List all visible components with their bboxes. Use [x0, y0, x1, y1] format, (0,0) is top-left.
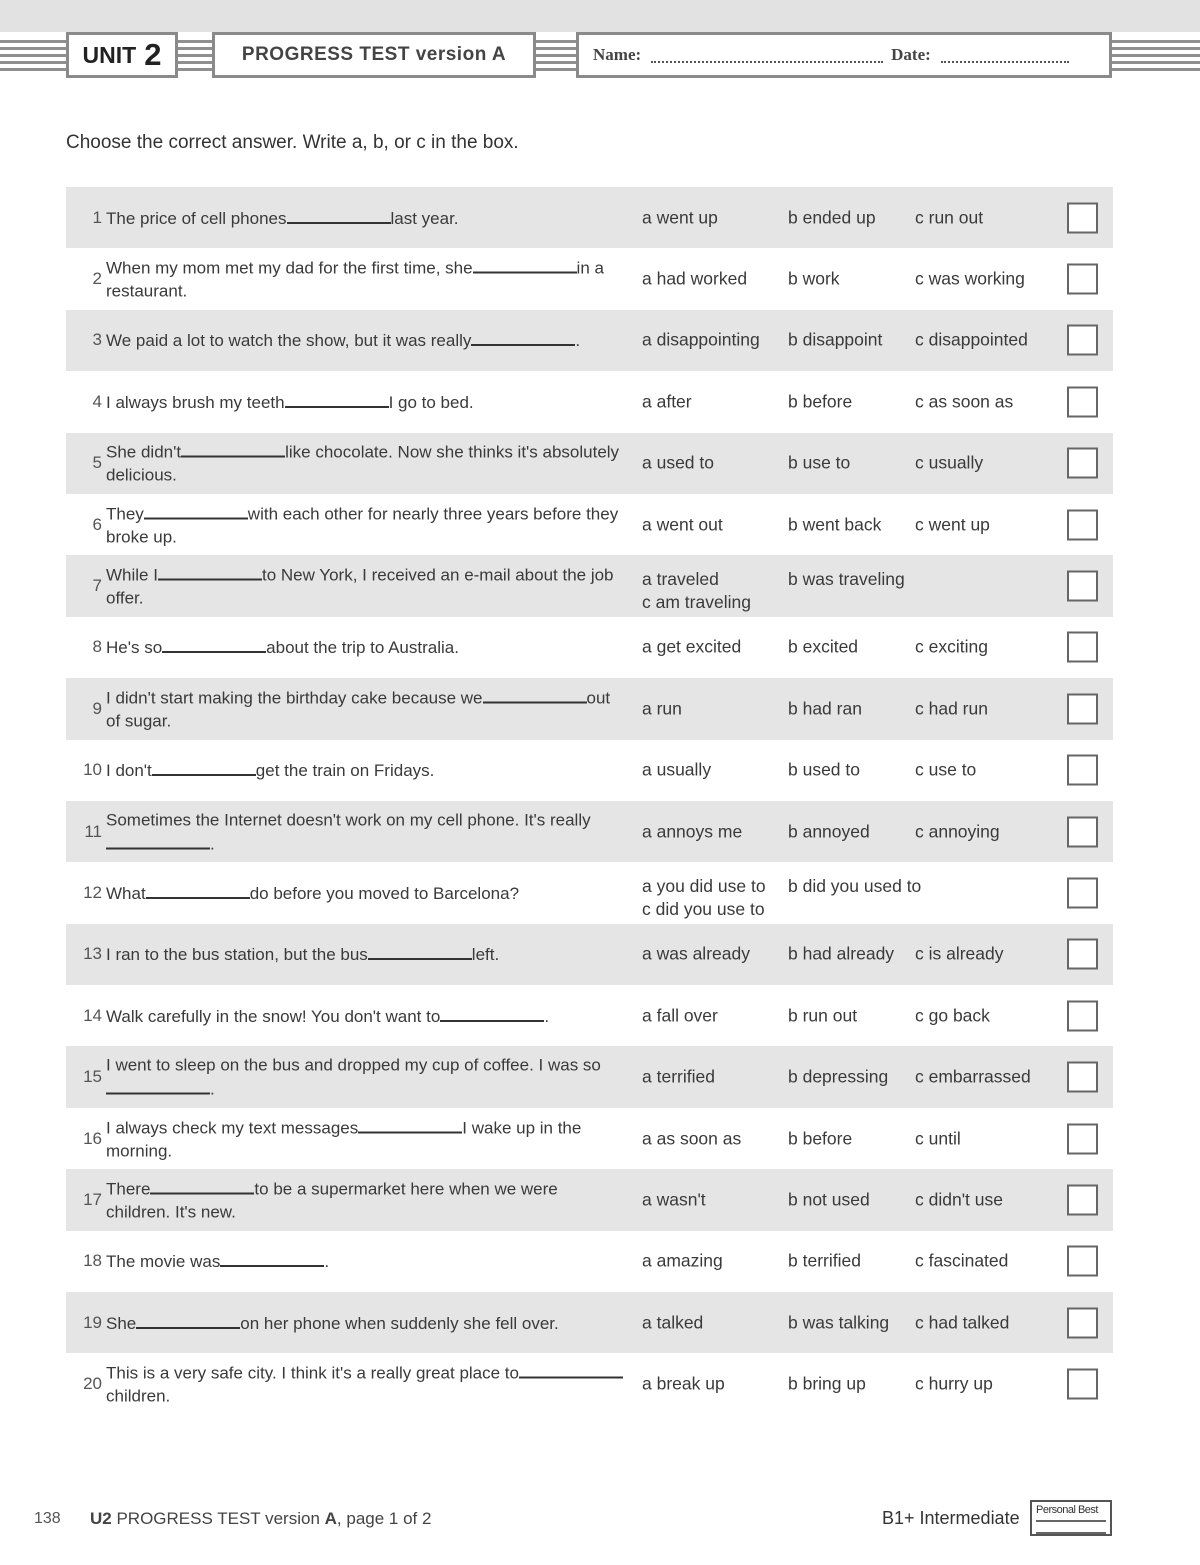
question-text-before: When my mom met my dad for the first time, she — [106, 258, 473, 278]
question-row — [66, 617, 1113, 678]
question-text-after: like chocolate. Now she thinks it's absolutely delicious. — [106, 442, 620, 485]
option-b: b terrified — [788, 1250, 861, 1271]
option-a: a wasn't — [642, 1189, 706, 1210]
option-a: a run — [642, 698, 682, 719]
question-text-after: about the trip to Australia. — [266, 638, 459, 658]
answer-box[interactable] — [1067, 1123, 1098, 1154]
question-text-after: I go to bed. — [388, 392, 474, 412]
option-a: a talked — [642, 1312, 704, 1333]
question-text-after: left. — [471, 945, 500, 965]
answer-blank — [220, 1249, 324, 1267]
option-b: b annoyed — [788, 821, 870, 842]
question-text-after: . — [544, 1006, 550, 1026]
option-b: b bring up — [788, 1373, 866, 1394]
option-a: a went out — [642, 514, 723, 535]
answer-box[interactable] — [1067, 1062, 1098, 1093]
question-text — [106, 1115, 626, 1162]
option-a: a get excited — [642, 636, 742, 657]
option-a: a went up — [642, 207, 718, 228]
question-text-before: Sometimes the Internet doesn't work on my cell phone. It's really — [106, 810, 591, 830]
name-label: Name: — [593, 45, 642, 64]
question-number: 13 — [83, 944, 102, 964]
question-row — [66, 924, 1113, 985]
question-row — [66, 1353, 1113, 1414]
question-text-before: The price of cell phones — [106, 208, 287, 228]
question-text-after: out of sugar. — [106, 688, 611, 731]
question-number: 6 — [92, 514, 102, 534]
option-c: c hurry up — [915, 1373, 993, 1394]
question-number: 18 — [83, 1251, 102, 1271]
question-number: 3 — [92, 330, 102, 350]
question-text — [106, 1054, 626, 1101]
answer-box[interactable] — [1067, 325, 1098, 356]
option-c: c didn't use — [915, 1189, 1003, 1210]
question-row — [66, 801, 1113, 862]
answer-blank — [519, 1361, 623, 1379]
option-c: c had talked — [915, 1312, 1010, 1333]
answer-box[interactable] — [1067, 939, 1098, 970]
question-row — [66, 1169, 1113, 1230]
question-text-after: . — [324, 1252, 330, 1272]
option-a: a annoys me — [642, 821, 743, 842]
question-row — [66, 494, 1113, 555]
question-text-after: do before you moved to Barcelona? — [249, 883, 520, 903]
date-label: Date: — [891, 45, 931, 64]
question-text — [106, 206, 626, 230]
answer-box[interactable] — [1067, 386, 1098, 417]
top-band — [0, 0, 1200, 32]
question-text-after: to be a supermarket here when we were children. It's new. — [106, 1179, 558, 1222]
answer-blank — [287, 206, 391, 224]
answer-blank — [471, 328, 575, 346]
question-number: 20 — [83, 1374, 102, 1394]
answer-box[interactable] — [1067, 693, 1098, 724]
answer-blank — [150, 1176, 254, 1194]
question-number: 17 — [83, 1189, 102, 1209]
option-b: b excited — [788, 636, 859, 657]
footer-test-info — [90, 1509, 431, 1529]
option-b: b disappoint — [788, 329, 883, 350]
answer-box[interactable] — [1067, 1307, 1098, 1338]
question-text — [106, 1311, 626, 1335]
option-a: a as soon as — [642, 1128, 742, 1149]
question-row — [66, 678, 1113, 739]
date-field[interactable] — [941, 47, 1069, 63]
question-row — [66, 248, 1113, 309]
question-text-after: . — [210, 1079, 215, 1099]
question-text — [106, 881, 626, 905]
option-c: c until — [915, 1128, 961, 1149]
option-c: c use to — [915, 759, 977, 780]
answer-blank — [473, 256, 577, 274]
answer-blank — [158, 563, 262, 581]
option-a: a after — [642, 391, 692, 412]
question-text — [106, 758, 626, 782]
question-text-before: She — [106, 1313, 137, 1333]
answer-box[interactable] — [1067, 202, 1098, 233]
name-field[interactable] — [651, 47, 883, 63]
option-c: c as soon as — [915, 391, 1014, 412]
answer-blank — [144, 501, 248, 519]
question-number: 14 — [83, 1005, 102, 1025]
question-text — [106, 685, 626, 732]
option-a: a had worked — [642, 268, 748, 289]
question-row — [66, 187, 1113, 248]
footer-version: A — [324, 1509, 337, 1528]
question-text-before: I went to sleep on the bus and dropped my cup of coffee. I was so — [106, 1055, 601, 1075]
answer-blank — [106, 831, 210, 849]
question-row — [66, 433, 1113, 494]
option-c: c did you use to — [642, 899, 765, 920]
option-c: c had run — [915, 698, 988, 719]
question-text-before: She didn't — [106, 442, 182, 462]
question-text — [106, 1004, 626, 1028]
footer-test-code: U2 — [90, 1509, 112, 1528]
answer-blank — [483, 685, 587, 703]
question-row — [66, 555, 1113, 616]
question-text — [106, 808, 626, 855]
answer-blank — [368, 942, 472, 960]
answer-blank — [106, 1077, 210, 1095]
question-text-after: . — [210, 834, 215, 854]
option-b: b went back — [788, 514, 882, 535]
option-c: c disappointed — [915, 329, 1028, 350]
answer-box[interactable] — [1067, 448, 1098, 479]
question-text-before: We paid a lot to watch the show, but it was really — [106, 331, 472, 351]
answer-blank — [136, 1311, 240, 1329]
question-number: 2 — [92, 269, 102, 289]
question-number: 11 — [84, 821, 102, 841]
option-a: a break up — [642, 1373, 725, 1394]
option-c: c was working — [915, 268, 1025, 289]
logo-text: Personal Best — [1036, 1504, 1098, 1516]
option-b: b not used — [788, 1189, 870, 1210]
option-a: a you did use to — [642, 876, 766, 897]
option-a: a disappointing — [642, 329, 760, 350]
question-text — [106, 635, 626, 659]
question-text-after: children. — [106, 1386, 171, 1406]
answer-box[interactable] — [1067, 816, 1098, 847]
footer-test-name: PROGRESS TEST version — [116, 1509, 320, 1528]
option-c: c embarrassed — [915, 1066, 1031, 1087]
answer-box[interactable] — [1067, 509, 1098, 540]
option-c: c annoying — [915, 821, 1000, 842]
option-b: b used to — [788, 759, 860, 780]
question-text — [106, 1361, 626, 1408]
option-b: b before — [788, 391, 853, 412]
question-number: 8 — [92, 637, 102, 657]
question-row — [66, 1292, 1113, 1353]
question-text — [106, 942, 626, 966]
answer-box[interactable] — [1067, 1246, 1098, 1277]
question-row — [66, 740, 1113, 801]
question-text — [106, 256, 626, 303]
question-text-after: on her phone when suddenly she fell over. — [240, 1313, 559, 1333]
question-text-after: get the train on Fridays. — [255, 761, 435, 781]
footer-page-info: , page 1 of 2 — [336, 1509, 432, 1528]
question-text-before: While I — [106, 565, 158, 585]
answer-blank — [152, 758, 256, 776]
question-text — [106, 440, 626, 487]
question-number: 4 — [92, 391, 102, 411]
answer-blank — [146, 881, 250, 899]
option-a: a terrified — [642, 1066, 715, 1087]
answer-blank — [358, 1115, 462, 1133]
logo-graphic — [1036, 1520, 1106, 1534]
name-date-box — [576, 32, 1112, 78]
unit-number: 2 — [144, 37, 162, 72]
question-number: 16 — [83, 1128, 102, 1148]
question-number: 7 — [92, 576, 102, 596]
question-number: 10 — [83, 760, 102, 780]
answer-blank — [181, 440, 285, 458]
question-row — [66, 1108, 1113, 1169]
option-b: b did you used to — [788, 876, 922, 897]
option-b: b ended up — [788, 207, 876, 228]
option-c: c exciting — [915, 636, 988, 657]
option-b: b work — [788, 268, 840, 289]
test-title: PROGRESS TEST version A — [212, 32, 536, 78]
answer-box[interactable] — [1067, 755, 1098, 786]
question-text-before: They — [106, 504, 144, 524]
option-c: c go back — [915, 1005, 990, 1026]
question-text-before: I ran to the bus station, but the bus — [106, 945, 368, 965]
answer-box[interactable] — [1067, 264, 1098, 295]
option-b: b was traveling — [788, 569, 905, 590]
option-a: a traveled — [642, 569, 719, 590]
option-b: b had ran — [788, 698, 862, 719]
question-row — [66, 310, 1113, 371]
question-number: 5 — [92, 453, 102, 473]
question-text-after: . — [575, 331, 581, 351]
question-text-before: I always brush my teeth — [106, 392, 285, 412]
question-text-before: I always check my text messages — [106, 1118, 359, 1138]
instruction: Choose the correct answer. Write a, b, or c in the box. — [66, 132, 519, 153]
option-a: a fall over — [642, 1005, 718, 1026]
option-b: b use to — [788, 452, 851, 473]
question-text-before: I don't — [106, 761, 152, 781]
option-a: a was already — [642, 943, 750, 964]
answer-box[interactable] — [1067, 632, 1098, 663]
question-text — [106, 563, 626, 610]
question-text — [106, 501, 626, 548]
answer-blank — [285, 390, 389, 408]
question-number: 1 — [92, 207, 102, 227]
answer-box[interactable] — [1067, 1000, 1098, 1031]
question-text-before: There — [106, 1179, 151, 1199]
option-b: b was talking — [788, 1312, 890, 1333]
question-text-after: with each other for nearly three years before they broke up. — [106, 504, 619, 547]
option-c: c fascinated — [915, 1250, 1009, 1271]
option-c: c am traveling — [642, 592, 751, 613]
option-c: c is already — [915, 943, 1004, 964]
question-table — [66, 187, 1113, 1415]
option-a: a amazing — [642, 1250, 723, 1271]
option-b: b depressing — [788, 1066, 889, 1087]
question-text-after: last year. — [390, 208, 459, 228]
unit-label — [66, 32, 178, 78]
question-text-before: I didn't start making the birthday cake because we — [106, 688, 483, 708]
answer-box[interactable] — [1067, 1369, 1098, 1400]
question-text-before: The movie was — [106, 1252, 221, 1272]
question-text-after: in a restaurant. — [106, 258, 604, 301]
question-text-after: I wake up in the morning. — [106, 1118, 582, 1161]
answer-box[interactable] — [1067, 571, 1098, 602]
question-number: 15 — [83, 1067, 102, 1087]
option-c: c usually — [915, 452, 984, 473]
question-text — [106, 390, 626, 414]
question-text-before: Walk carefully in the snow! You don't want to — [106, 1006, 441, 1026]
question-text-before: What — [106, 883, 146, 903]
question-text — [106, 328, 626, 352]
question-text — [106, 1176, 626, 1223]
answer-box[interactable] — [1067, 877, 1098, 908]
question-text-before: This is a very safe city. I think it's a really great place to — [106, 1363, 519, 1383]
unit-word: UNIT — [82, 41, 137, 68]
question-row — [66, 371, 1113, 432]
question-text-after: to New York, I received an e-mail about the job offer. — [106, 565, 614, 608]
option-c: c run out — [915, 207, 984, 228]
question-text — [106, 1249, 626, 1273]
page-number: 138 — [34, 1510, 61, 1527]
option-c: c went up — [915, 514, 990, 535]
question-number: 19 — [83, 1312, 102, 1332]
question-text-before: He's so — [106, 638, 163, 658]
personal-best-logo — [1030, 1500, 1112, 1536]
question-row — [66, 1046, 1113, 1107]
answer-box[interactable] — [1067, 1184, 1098, 1215]
question-row — [66, 862, 1113, 923]
level-label: B1+ Intermediate — [882, 1508, 1020, 1528]
question-number: 12 — [83, 882, 102, 902]
answer-blank — [162, 635, 266, 653]
answer-blank — [440, 1004, 544, 1022]
option-a: a usually — [642, 759, 712, 780]
option-b: b before — [788, 1128, 853, 1149]
question-row — [66, 985, 1113, 1046]
option-b: b run out — [788, 1005, 858, 1026]
option-a: a used to — [642, 452, 714, 473]
option-b: b had already — [788, 943, 895, 964]
question-number: 9 — [92, 698, 102, 718]
question-row — [66, 1231, 1113, 1292]
